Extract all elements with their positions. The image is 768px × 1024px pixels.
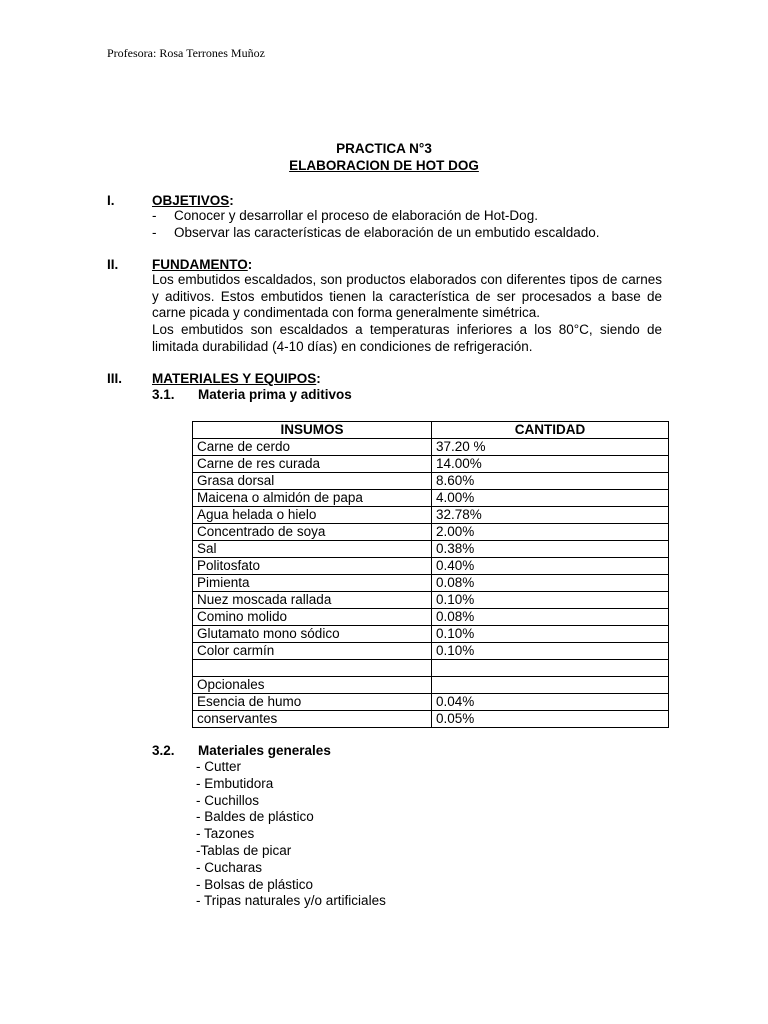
heading-colon: : (247, 257, 253, 272)
cell-insumo: Carne de res curada (193, 456, 432, 473)
list-item: -Tablas de picar (196, 842, 292, 858)
section-number-materiales: III. (107, 371, 123, 386)
cell-cantidad: 14.00% (432, 456, 669, 473)
table-row (193, 592, 669, 609)
table-row (193, 558, 669, 575)
bullet-dash: - (152, 208, 157, 223)
objective-item: Conocer y desarrollar el proceso de elaboración de Hot-Dog. (174, 208, 538, 223)
list-item: - Cucharas (196, 859, 263, 875)
list-item: - Bolsas de plástico (196, 876, 314, 892)
heading-colon: : (229, 193, 234, 208)
cell-insumo: Sal (193, 541, 432, 558)
cell-cantidad: 4.00% (432, 490, 669, 507)
list-item: - Baldes de plástico (196, 809, 314, 825)
materials-list (196, 759, 386, 910)
cell-cantidad: 0.40% (432, 558, 669, 575)
cell-insumo: Esencia de humo (193, 694, 432, 711)
list-item: - Cuchillos (196, 792, 260, 808)
subsection-number: 3.1. (152, 387, 175, 402)
section-heading-fundamento (152, 257, 252, 272)
list-item: - Tripas naturales y/o artificiales (196, 893, 386, 909)
table-row (193, 694, 669, 711)
table-row (193, 473, 669, 490)
table-row (193, 456, 669, 473)
cell-insumo: Nuez moscada rallada (193, 592, 432, 609)
cell-cantidad: 0.38% (432, 541, 669, 558)
cell-insumo: Grasa dorsal (193, 473, 432, 490)
cell-cantidad: 32.78% (432, 507, 669, 524)
table-row (193, 677, 669, 694)
cell-insumo: Opcionales (193, 677, 432, 694)
cell-insumo: Color carmín (193, 643, 432, 660)
practice-title: ELABORACION DE HOT DOG (289, 158, 479, 173)
table-header-row (193, 422, 669, 439)
cell-cantidad (432, 677, 669, 694)
subsection-3-2 (152, 743, 331, 758)
heading-colon: : (316, 371, 321, 386)
cell-insumo: Carne de cerdo (193, 439, 432, 456)
subsection-title: Materiales generales (198, 743, 331, 758)
table-row (193, 439, 669, 456)
cell-insumo: Agua helada o hielo (193, 507, 432, 524)
cell-insumo: Comino molido (193, 609, 432, 626)
cell-cantidad: 8.60% (432, 473, 669, 490)
table-row (193, 490, 669, 507)
subsection-number: 3.2. (152, 743, 175, 758)
cell-cantidad: 37.20 % (432, 439, 669, 456)
cell-cantidad: 0.10% (432, 643, 669, 660)
table-body (193, 439, 669, 728)
heading-text: MATERIALES Y EQUIPOS (152, 371, 317, 386)
section-heading-objetivos (152, 193, 234, 208)
subsection-title: Materia prima y aditivos (198, 387, 352, 402)
cell-cantidad: 0.10% (432, 592, 669, 609)
cell-insumo: Pimienta (193, 575, 432, 592)
cell-insumo: Maicena o almidón de papa (193, 490, 432, 507)
subsection-3-1 (152, 387, 352, 402)
cell-cantidad: 0.08% (432, 575, 669, 592)
table-row (193, 643, 669, 660)
column-header-cantidad: CANTIDAD (432, 422, 669, 439)
cell-cantidad: 0.05% (432, 711, 669, 728)
list-item: - Cutter (196, 759, 242, 774)
cell-insumo: Concentrado de soya (193, 524, 432, 541)
teacher-header: Profesora: Rosa Terrones Muñoz (107, 46, 265, 60)
heading-text: OBJETIVOS (152, 193, 230, 208)
section-number-objetivos: I. (107, 193, 115, 208)
section-heading-materiales (152, 371, 321, 386)
cell-insumo: Politosfato (193, 558, 432, 575)
cell-insumo (193, 660, 432, 677)
section-number-fundamento: II. (107, 257, 119, 272)
cell-insumo: Glutamato mono sódico (193, 626, 432, 643)
table-row (193, 541, 669, 558)
cell-cantidad (432, 660, 669, 677)
objective-item: Observar las características de elaboración de un embutido escaldado. (174, 225, 600, 240)
column-header-insumos: INSUMOS (193, 422, 432, 439)
table-row (193, 507, 669, 524)
cell-cantidad: 0.10% (432, 626, 669, 643)
ingredients-table (192, 421, 669, 728)
cell-cantidad: 0.04% (432, 694, 669, 711)
table-row (193, 575, 669, 592)
practice-number: PRACTICA N°3 (336, 141, 432, 156)
cell-insumo: conservantes (193, 711, 432, 728)
table-row (193, 711, 669, 728)
cell-cantidad: 0.08% (432, 609, 669, 626)
table-row (193, 609, 669, 626)
bullet-dash: - (152, 225, 157, 240)
table-row (193, 660, 669, 677)
list-item: - Tazones (196, 826, 255, 842)
list-item: - Embutidora (196, 775, 274, 791)
table-row (193, 626, 669, 643)
fundamento-text (152, 272, 662, 356)
heading-text: FUNDAMENTO (152, 257, 248, 272)
cell-cantidad: 2.00% (432, 524, 669, 541)
table-row (193, 524, 669, 541)
fundamento-paragraph-1: Los embutidos escaldados, son productos elaborados con diferentes tipos de carnes y aditivos. Estos embutidos tienen la característica de ser procesados a base de carne picada y condimentada con forma generalmente simétrica. (152, 272, 662, 321)
fundamento-paragraph-2: Los embutidos son escaldados a temperaturas inferiores a los 80°C, siendo de limitada durabilidad (4-10 días) en condiciones de refrigeración. (152, 322, 662, 354)
